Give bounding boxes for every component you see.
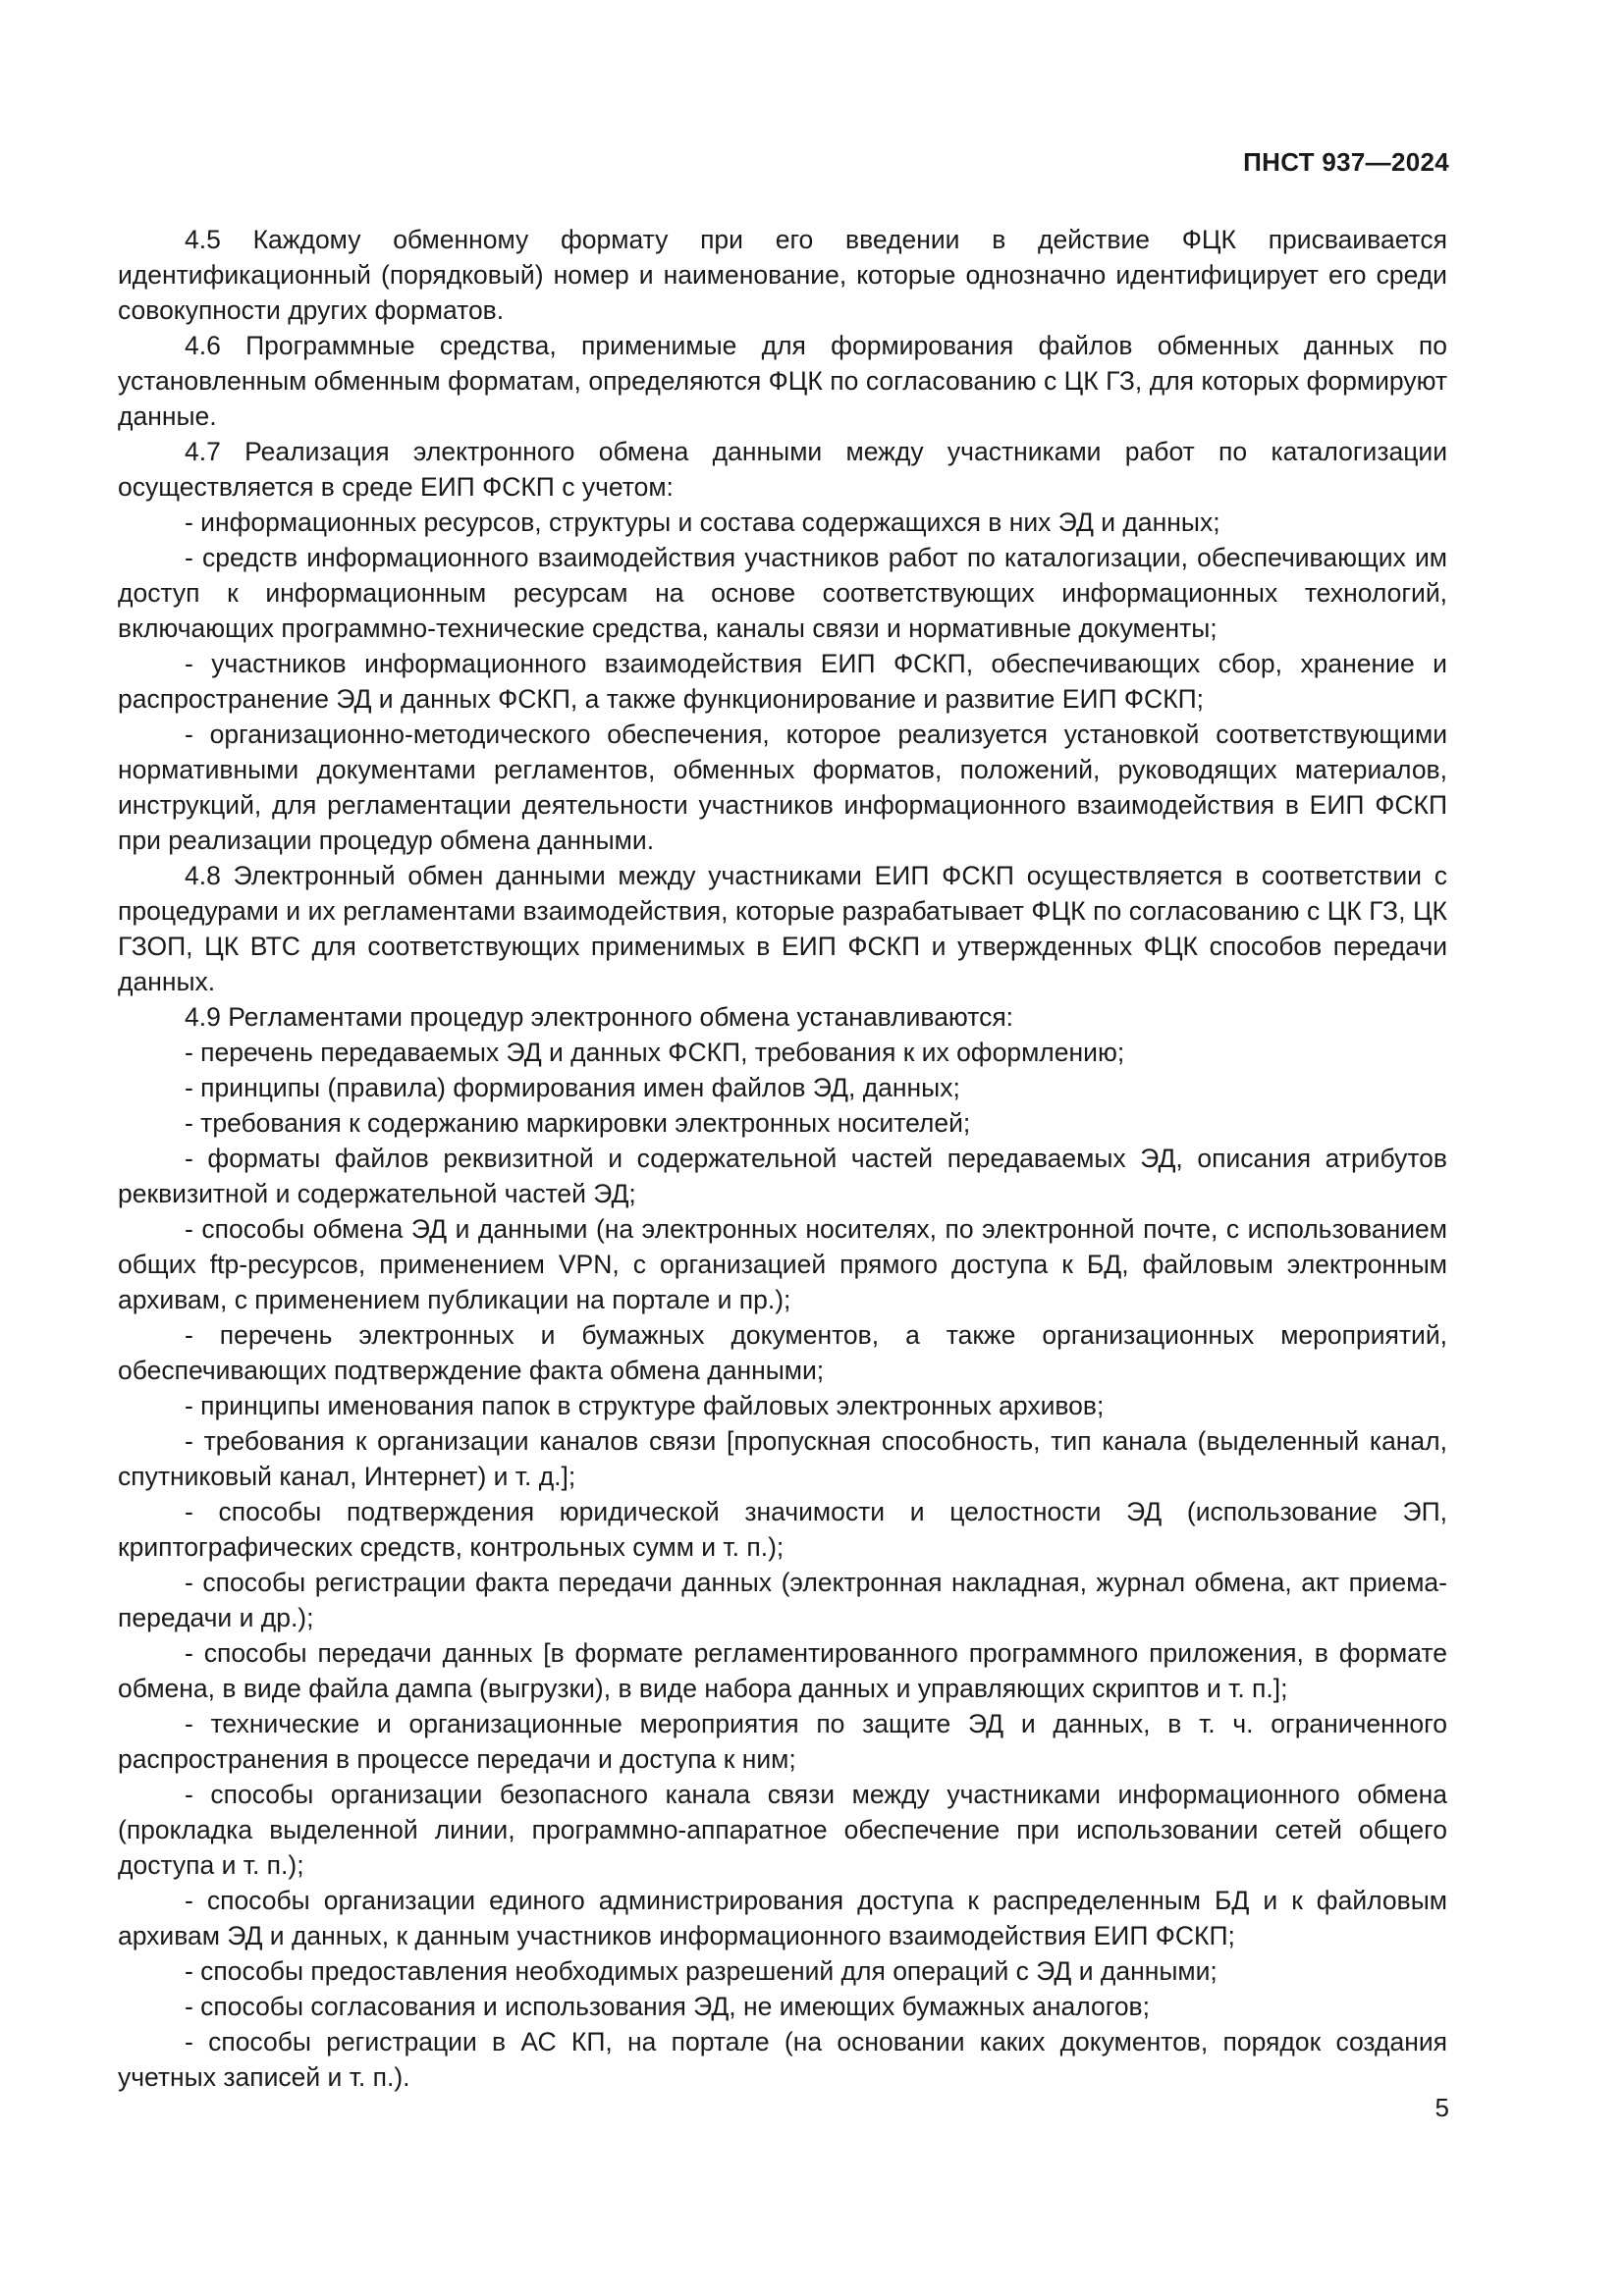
paragraph-4-5: 4.5 Каждому обменному формату при его введении в действие ФЦК присваивается идентификационный (порядковый) номер и наименование, которые однозначно идентифицирует его среди совокупности других форматов.: [118, 225, 1447, 325]
list-item: - форматы файлов реквизитной и содержательной частей передаваемых ЭД, описания атрибутов реквизитной и содержательной частей ЭД;: [118, 1144, 1447, 1208]
list-item: - способы согласования и использования ЭД, не имеющих бумажных аналогов;: [185, 1992, 1150, 2021]
paragraph-4-7: 4.7 Реализация электронного обмена данными между участниками работ по каталогизации осуществляется в среде ЕИП ФСКП с учетом:: [118, 437, 1447, 502]
list-item: - способы подтверждения юридической значимости и целостности ЭД (использование ЭП, криптографических средств, контрольных сумм и т. п.);: [118, 1497, 1447, 1562]
paragraph-4-9: 4.9 Регламентами процедур электронного обмена устанавливаются:: [185, 1002, 1014, 1032]
list-item: - перечень передаваемых ЭД и данных ФСКП, требования к их оформлению;: [185, 1038, 1125, 1067]
list-item: - способы предоставления необходимых разрешений для операций с ЭД и данными;: [185, 1956, 1218, 1986]
list-item: - участников информационного взаимодействия ЕИП ФСКП, обеспечивающих сбор, хранение и распространение ЭД и данных ФСКП, а также функционирование и развитие ЕИП ФСКП;: [118, 649, 1447, 714]
document-body: [118, 222, 1447, 2095]
list-item: - способы организации единого администрирования доступа к распределенным БД и к файловым архивам ЭД и данных, к данным участников информационного взаимодействия ЕИП ФСКП;: [118, 1886, 1447, 1950]
list-item: - принципы именования папок в структуре файловых электронных архивов;: [185, 1391, 1105, 1420]
list-item: - требования к содержанию маркировки электронных носителей;: [185, 1108, 971, 1138]
list-item: - технические и организационные мероприятия по защите ЭД и данных, в т. ч. ограниченного распространения в процессе передачи и доступа к ним;: [118, 1709, 1447, 1774]
list-item: - средств информационного взаимодействия участников работ по каталогизации, обеспечивающих им доступ к информационным ресурсам на основе соответствующих информационных технологий, включающих программно-технические средства, каналы связи и нормативные документы;: [118, 543, 1447, 643]
list-item: - требования к организации каналов связи [пропускная способность, тип канала (выделенный канал, спутниковый канал, Интернет) и т. д.];: [118, 1426, 1447, 1491]
list-item: - принципы (правила) формирования имен файлов ЭД, данных;: [185, 1073, 960, 1102]
document-code-header: ПНСТ 937—2024: [1243, 147, 1449, 177]
paragraph-4-8: 4.8 Электронный обмен данными между участниками ЕИП ФСКП осуществляется в соответствии с процедурами и их регламентами взаимодействия, которые разрабатывает ФЦК по согласованию с ЦК ГЗ, ЦК ГЗОП, ЦК ВТС для соответствующих применимых в ЕИП ФСКП и утвержденных ФЦК способов передачи данных.: [118, 861, 1447, 996]
list-item: - информационных ресурсов, структуры и состава содержащихся в них ЭД и данных;: [185, 507, 1220, 537]
list-item: - способы обмена ЭД и данными (на электронных носителях, по электронной почте, с использованием общих ftp-ресурсов, применением VPN, с организацией прямого доступа к БД, файловым электронным архивам, с применением публикации на портале и пр.);: [118, 1214, 1447, 1314]
list-item: - способы передачи данных [в формате регламентированного программного приложения, в формате обмена, в виде файла дампа (выгрузки), в виде набора данных и управляющих скриптов и т. п.];: [118, 1638, 1447, 1703]
list-item: - способы регистрации факта передачи данных (электронная накладная, журнал обмена, акт приема-передачи и др.);: [118, 1568, 1447, 1632]
list-item: - способы организации безопасного канала связи между участниками информационного обмена (прокладка выделенной линии, программно-аппаратное обеспечение при использовании сетей общего доступа и т. п.);: [118, 1780, 1447, 1880]
list-item: - перечень электронных и бумажных документов, а также организационных мероприятий, обеспечивающих подтверждение факта обмена данными;: [118, 1320, 1447, 1385]
page-number: 5: [1435, 2093, 1449, 2122]
list-item: - организационно-методического обеспечения, которое реализуется установкой соответствующими нормативными документами регламентов, обменных форматов, положений, руководящих материалов, инструкций, для регламентации деятельности участников информационного взаимодействия в ЕИП ФСКП при реализации процедур обмена данными.: [118, 720, 1447, 855]
list-item: - способы регистрации в АС КП, на портале (на основании каких документов, порядок создания учетных записей и т. п.).: [118, 2027, 1447, 2092]
paragraph-4-6: 4.6 Программные средства, применимые для формирования файлов обменных данных по установленным обменным форматам, определяются ФЦК по согласованию с ЦК ГЗ, для которых формируют данные.: [118, 331, 1447, 431]
